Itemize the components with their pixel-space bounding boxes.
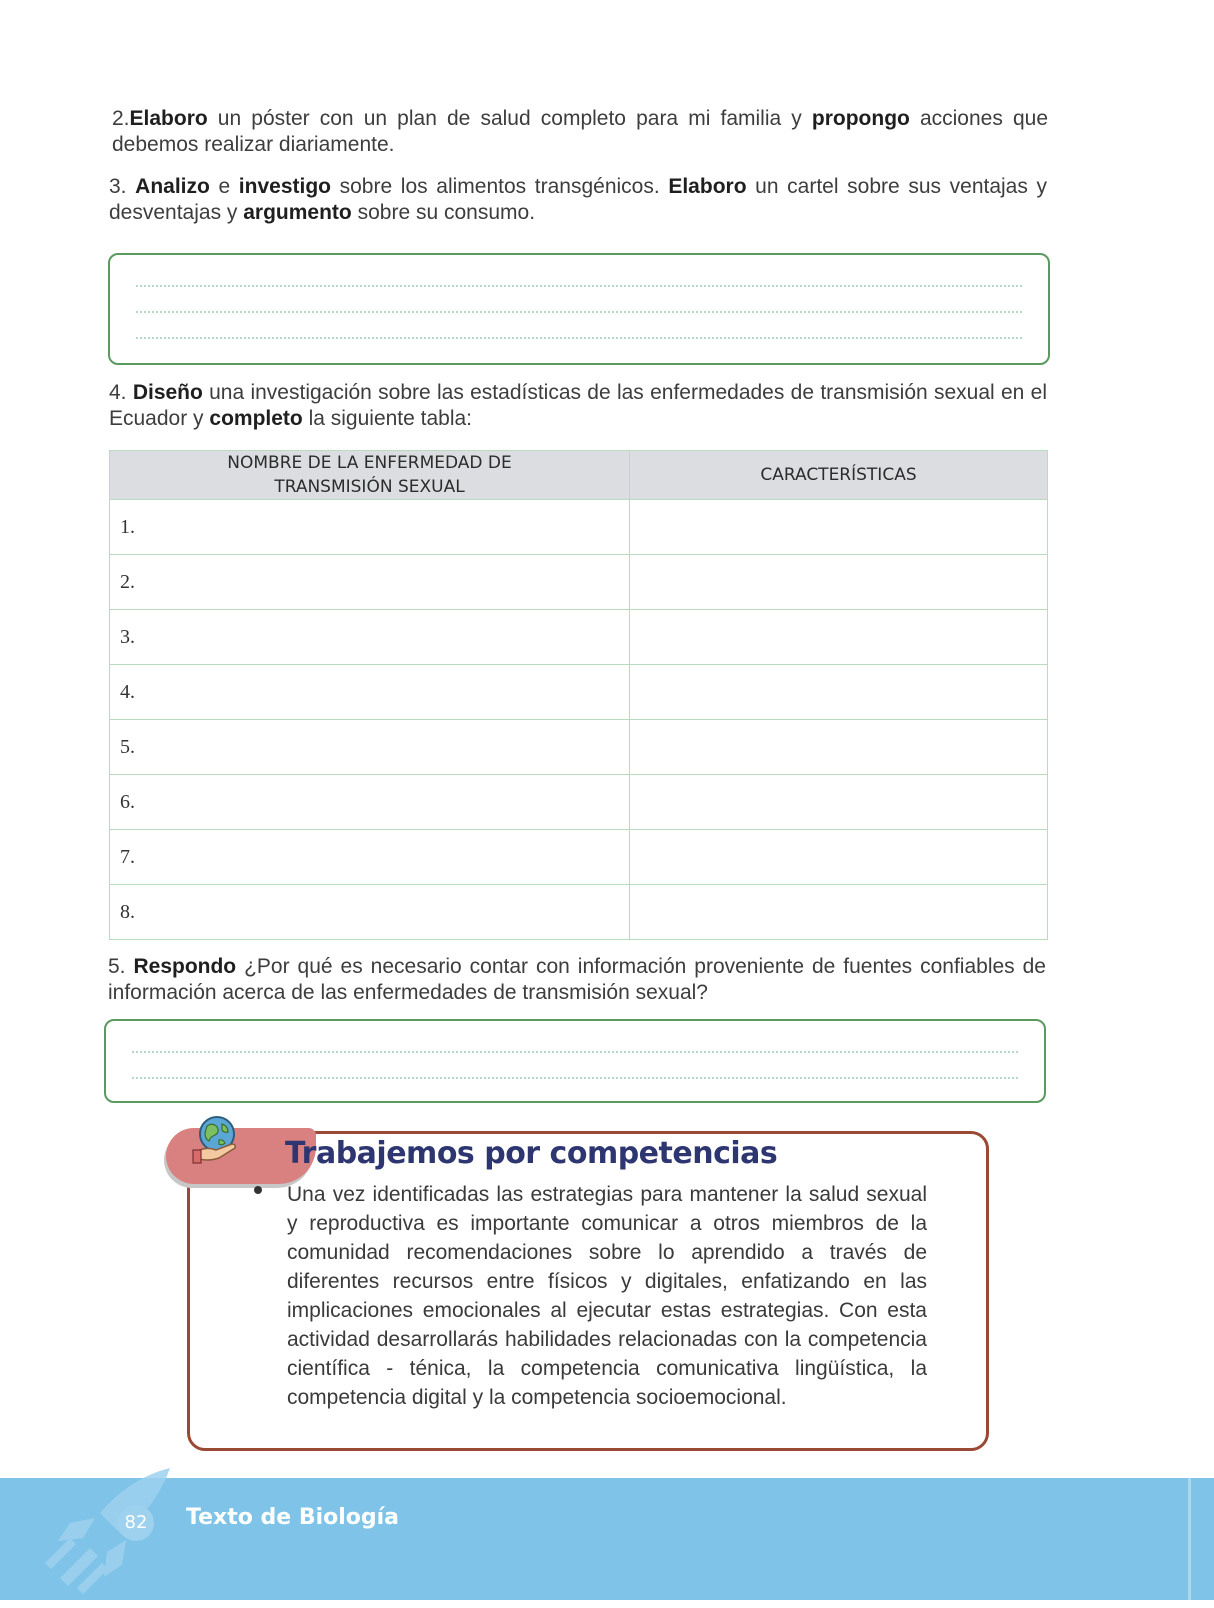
row-number[interactable]: 8. xyxy=(110,885,630,940)
row-number[interactable]: 1. xyxy=(110,500,630,555)
footer-title: Texto de Biología xyxy=(186,1505,400,1530)
page-footer xyxy=(0,1478,1214,1600)
table-header-characteristics: CARACTERÍSTICAS xyxy=(630,451,1048,500)
competencias-title: Trabajemos por competencias xyxy=(285,1136,778,1171)
table-row xyxy=(110,555,1048,610)
row-number[interactable]: 3. xyxy=(110,610,630,665)
characteristics-cell[interactable] xyxy=(630,830,1048,885)
row-number[interactable]: 6. xyxy=(110,775,630,830)
characteristics-cell[interactable] xyxy=(630,775,1048,830)
table-row xyxy=(110,885,1048,940)
characteristics-cell[interactable] xyxy=(630,720,1048,775)
answer-line xyxy=(136,285,1022,287)
answer-line xyxy=(136,311,1022,313)
table-header-row xyxy=(110,451,1048,500)
characteristics-cell[interactable] xyxy=(630,500,1048,555)
table-row xyxy=(110,830,1048,885)
row-number[interactable]: 5. xyxy=(110,720,630,775)
characteristics-cell[interactable] xyxy=(630,610,1048,665)
activity-4: 4. Diseño una investigación sobre las estadísticas de las enfermedades de transmisión sexual en el Ecuador y completo la siguiente tabla: xyxy=(109,381,1047,430)
row-number[interactable]: 4. xyxy=(110,665,630,720)
activity-3: 3. Analizo e investigo sobre los alimentos transgénicos. Elaboro un cartel sobre sus ventajas y desventajas y argumento sobre su consumo. xyxy=(109,175,1047,224)
table-row xyxy=(110,775,1048,830)
page-number: 82 xyxy=(118,1505,154,1541)
footer-divider xyxy=(1188,1478,1191,1600)
characteristics-cell[interactable] xyxy=(630,555,1048,610)
table-row xyxy=(110,720,1048,775)
competencias-text: Una vez identificadas las estrategias para mantener la salud sexual y reproductiva es importante comunicar a otros miembros de la comunidad recomendaciones sobre lo aprendido a través de diferentes recursos entre físicos y digitales, enfatizando en las implicaciones emocionales al ejecutar estas estrategias. Con esta actividad desarrollarás habilidades relacionadas con la competencia científica - ténica, la competencia comunicativa lingüística, la competencia digital y la competencia socioemocional. xyxy=(287,1183,927,1409)
activity-2: 2.Elaboro un póster con un plan de salud completo para mi familia y propongo acciones que debemos realizar diariamente. xyxy=(112,107,1048,156)
table-header-disease-name: NOMBRE DE LA ENFERMEDAD DE TRANSMISIÓN SEXUAL xyxy=(110,451,630,500)
earth-in-hand-icon xyxy=(192,1114,242,1164)
rocket-icon xyxy=(40,1468,190,1608)
activity-5: 5. Respondo ¿Por qué es necesario contar con información proveniente de fuentes confiables de información acerca de las enfermedades de transmisión sexual? xyxy=(108,955,1046,1004)
characteristics-cell[interactable] xyxy=(630,665,1048,720)
std-table xyxy=(109,450,1048,940)
answer-line xyxy=(132,1051,1018,1053)
table-row xyxy=(110,500,1048,555)
answer-line xyxy=(132,1077,1018,1079)
table-row xyxy=(110,665,1048,720)
characteristics-cell[interactable] xyxy=(630,885,1048,940)
answer-box-3[interactable] xyxy=(108,253,1050,365)
row-number[interactable]: 2. xyxy=(110,555,630,610)
answer-line xyxy=(136,337,1022,339)
bullet-icon xyxy=(254,1186,262,1194)
answer-box-5[interactable] xyxy=(104,1019,1046,1103)
row-number[interactable]: 7. xyxy=(110,830,630,885)
table-row xyxy=(110,610,1048,665)
